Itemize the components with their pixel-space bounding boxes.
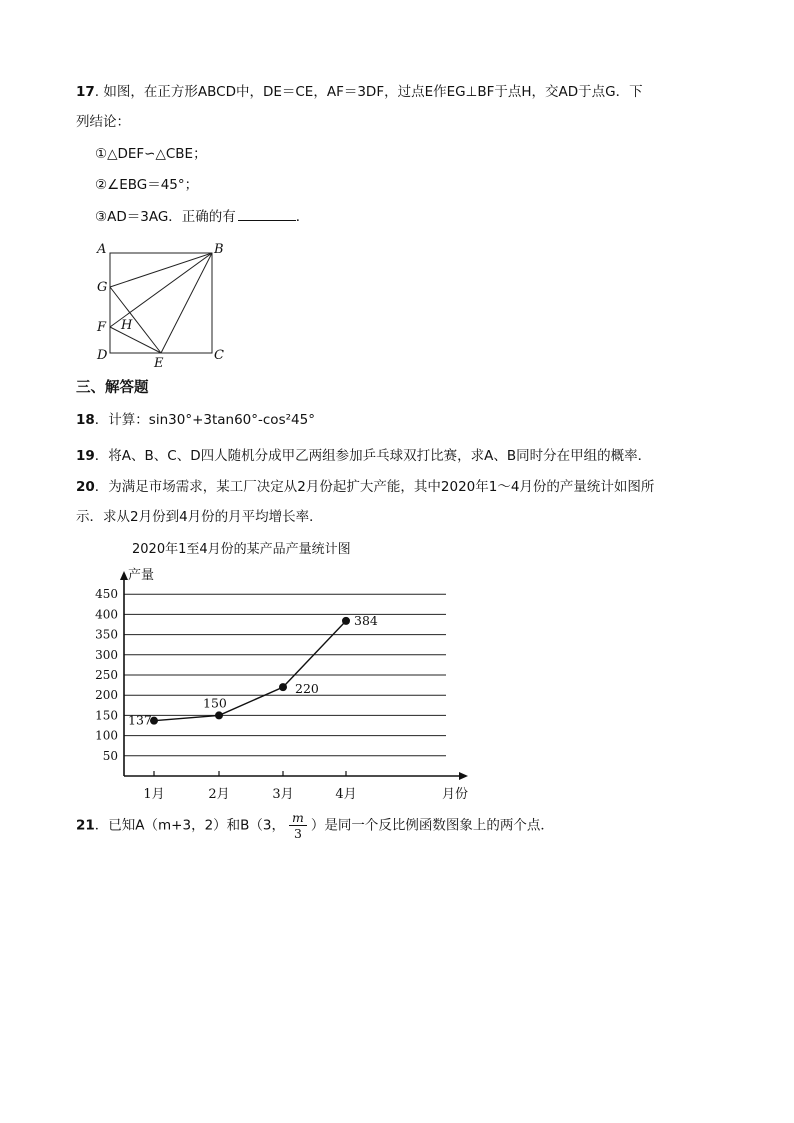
x-tick-label: 4月 bbox=[335, 787, 357, 802]
x-axis-title: 月份 bbox=[442, 787, 469, 802]
y-tick-label: 300 bbox=[95, 647, 118, 662]
segment-ge bbox=[110, 287, 161, 353]
q17-conclusion-3-end: ． bbox=[295, 209, 310, 225]
q21-text-after: ）是同一个反比例函数图象上的两个点． bbox=[310, 817, 554, 834]
label-d: D bbox=[97, 348, 108, 363]
x-tick-label: 3月 bbox=[272, 787, 294, 802]
section-heading: 三、解答题 bbox=[76, 380, 149, 396]
segment-eb bbox=[161, 253, 212, 353]
data-label: 220 bbox=[295, 681, 319, 697]
series-line bbox=[154, 621, 346, 721]
q20-text-line2: 示．求从2月份到4月份的月平均增长率． bbox=[76, 509, 323, 525]
answer-blank bbox=[238, 206, 296, 221]
y-tick-label: 400 bbox=[95, 607, 118, 622]
data-label: 150 bbox=[203, 695, 227, 711]
q17-number: 17 bbox=[76, 84, 95, 100]
fraction-denominator: 3 bbox=[293, 826, 302, 841]
y-tick-label: 350 bbox=[95, 627, 118, 642]
q17-conclusion-3-text: ③AD＝3AG．正确的有 bbox=[95, 209, 236, 225]
q18-number: 18 bbox=[76, 412, 95, 428]
data-point bbox=[279, 683, 287, 691]
label-b: B bbox=[214, 242, 224, 257]
label-h: H bbox=[121, 318, 133, 333]
square-abcd bbox=[110, 253, 212, 353]
x-axis-arrow bbox=[459, 772, 468, 780]
q19 bbox=[76, 446, 651, 466]
y-tick-label: 150 bbox=[95, 708, 118, 723]
q18-text: ．计算：sin30°+3tan60°-cos²45° bbox=[94, 412, 315, 428]
y-tick-label: 200 bbox=[95, 688, 118, 703]
fraction-numerator: m bbox=[289, 810, 307, 826]
label-g: G bbox=[97, 280, 108, 295]
q17-line1 bbox=[76, 82, 643, 102]
q20-number: 20 bbox=[76, 479, 95, 495]
y-tick-label: 450 bbox=[95, 587, 118, 602]
q19-text: ．将A、B、C、D四人随机分成甲乙两组参加乒乓球双打比赛，求A、B同时分在甲组的概率． bbox=[94, 448, 652, 464]
y-axis-title: 产量 bbox=[128, 568, 155, 583]
data-label: 137 bbox=[128, 712, 152, 728]
q21-number: 21 bbox=[76, 817, 95, 834]
q17-conclusion-1: ①△DEF∽△CBE； bbox=[95, 146, 207, 162]
q17-text-line1: . 如图，在正方形ABCD中，DE＝CE，AF＝3DF，过点E作EG⊥BF于点H，交AD于点G．下 bbox=[94, 84, 643, 100]
x-tick-label: 1月 bbox=[143, 787, 165, 802]
production-line-chart bbox=[90, 560, 490, 810]
chart-title: 2020年1至4月份的某产品产量统计图 bbox=[132, 542, 351, 557]
y-tick-label: 100 bbox=[95, 728, 118, 743]
q20-line1 bbox=[76, 477, 654, 497]
y-axis-arrow bbox=[120, 571, 128, 580]
y-tick-label: 50 bbox=[102, 748, 118, 763]
data-label: 384 bbox=[354, 612, 378, 628]
q18 bbox=[76, 410, 315, 430]
segment-fe bbox=[110, 327, 161, 353]
label-e: E bbox=[154, 356, 164, 370]
x-tick-label: 2月 bbox=[208, 787, 230, 802]
label-c: C bbox=[214, 348, 224, 363]
segment-fb bbox=[110, 253, 212, 327]
q21 bbox=[76, 810, 554, 841]
fraction-m-over-3 bbox=[289, 810, 307, 841]
q19-number: 19 bbox=[76, 448, 95, 464]
label-f: F bbox=[97, 320, 107, 335]
square-figure bbox=[90, 240, 250, 370]
data-point bbox=[215, 711, 223, 719]
q17-conclusion-2: ②∠EBG＝45°； bbox=[95, 177, 199, 193]
label-a: A bbox=[97, 242, 107, 257]
q20-text-line1: ．为满足市场需求，某工厂决定从2月份起扩大产能，其中2020年1～4月份的产量统计如图所 bbox=[94, 479, 655, 495]
q21-text-before: ．已知A（m+3，2）和B（3， bbox=[94, 817, 286, 834]
q17-text-line2: 列结论： bbox=[76, 114, 130, 130]
y-tick-label: 250 bbox=[95, 668, 118, 682]
q17-conclusion-3 bbox=[95, 206, 309, 227]
data-point bbox=[342, 617, 350, 625]
